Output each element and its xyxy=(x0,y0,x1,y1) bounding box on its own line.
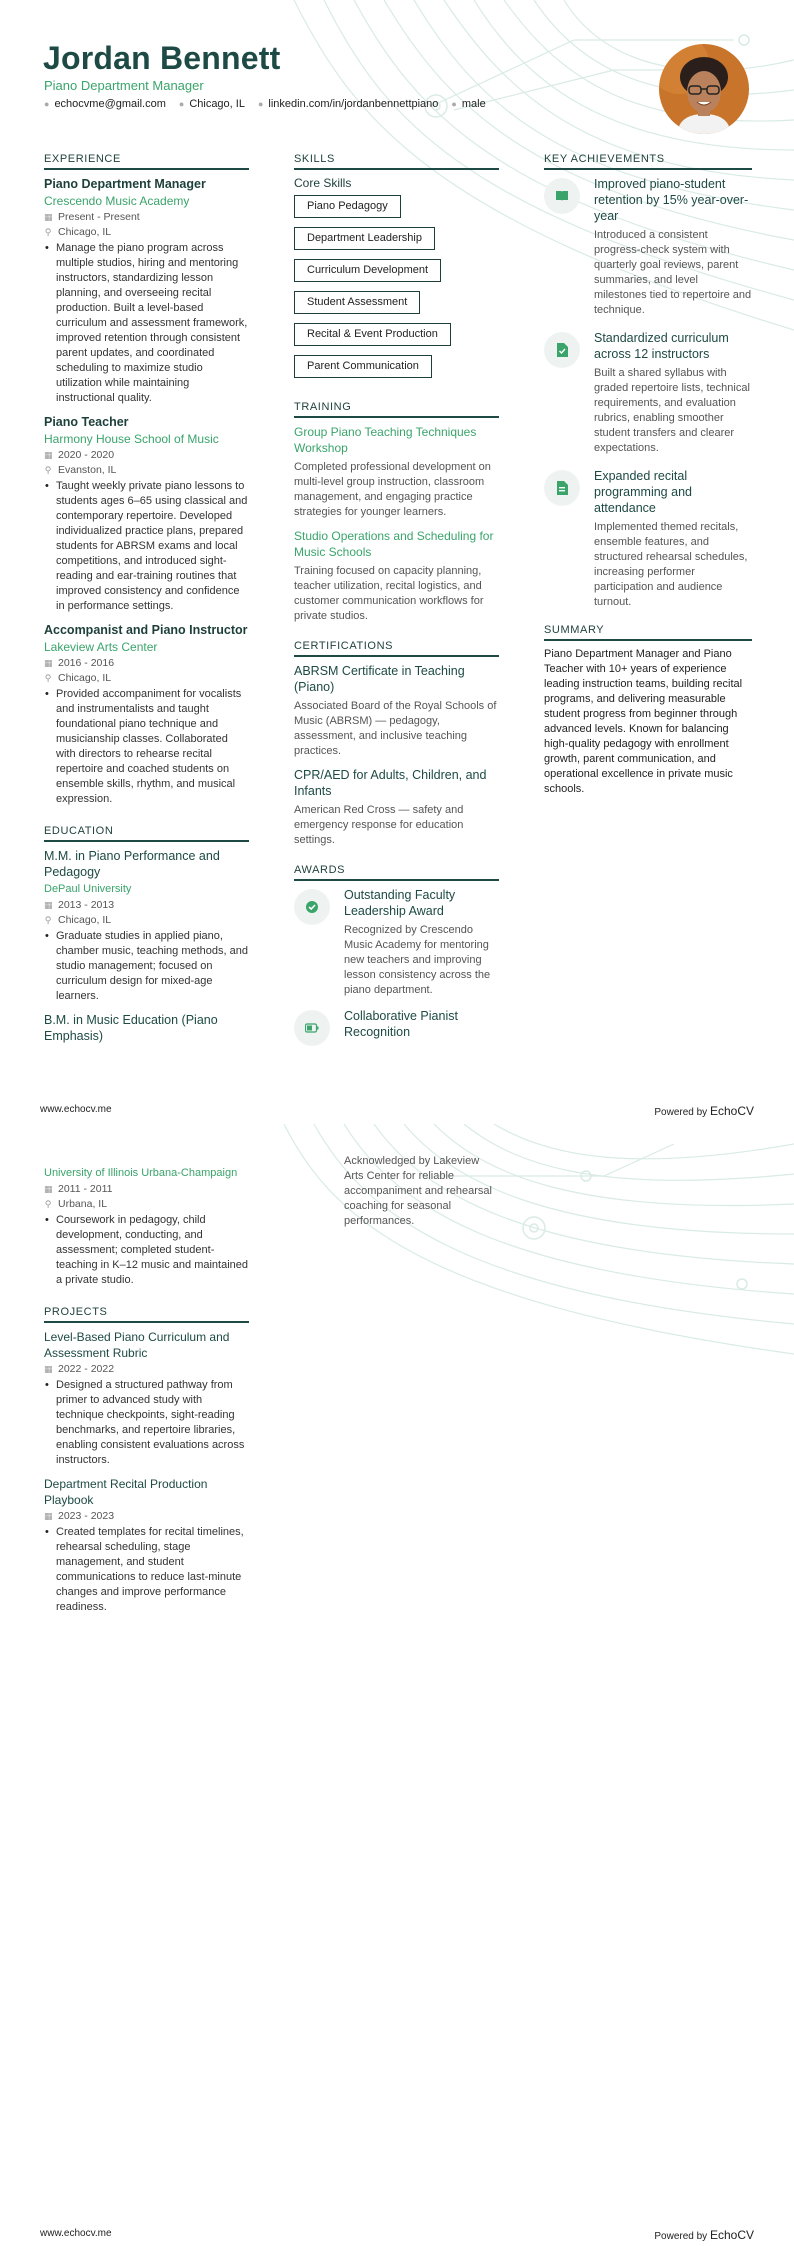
job-dates: 2020 - 2020 xyxy=(58,449,115,461)
company-name: Lakeview Arts Center xyxy=(44,640,158,654)
footer-brand[interactable]: EchoCV xyxy=(709,2228,754,2242)
calendar-icon: ▦ xyxy=(44,1184,53,1194)
job-description: • Taught weekly private piano lessons to students ages 6–65 using classical and contemporary repertoire. Developed individualized practice plans, prepared students for ABRSM exams and local competitions, and introduced sight-reading and ear-training routines that improved consistency and confidence in performance settings. xyxy=(44,479,249,614)
certification-title: ABRSM Certificate in Teaching (Piano) xyxy=(294,664,465,694)
project-item xyxy=(44,1329,249,1468)
award-description: Recognized by Crescendo Music Academy for mentoring new teachers and improving lesson consistency across the piano department. xyxy=(344,924,491,996)
job-dates: Present - Present xyxy=(58,211,140,223)
education-heading: EDUCATION xyxy=(44,825,249,842)
contact-linkedin[interactable]: ● linkedin.com/in/jordanbennettpiano xyxy=(257,98,439,110)
edu-dates: 2013 - 2013 xyxy=(58,899,115,911)
map-pin-icon: ⚲ xyxy=(44,227,52,237)
project-title: Level-Based Piano Curriculum and Assessment Rubric xyxy=(44,1330,230,1360)
calendar-icon: ▦ xyxy=(44,212,53,222)
project-description: • Designed a structured pathway from primer to advanced study with technique checkpoints, sight-reading benchmarks, and repertoire libraries, enabling consistent evaluations across instructors. xyxy=(44,1378,249,1468)
achievement-description: Introduced a consistent progress-check system with quarterly goal reviews, parent summaries, and level milestones tied to repertoire and technique. xyxy=(594,229,752,316)
map-pin-icon: ⚲ xyxy=(44,673,52,683)
map-pin-icon: ⚲ xyxy=(44,915,52,925)
page-footer xyxy=(40,2228,754,2242)
job-location: Evanston, IL xyxy=(58,464,117,476)
calendar-icon: ▦ xyxy=(44,1364,53,1374)
skill-tag: Parent Communication xyxy=(294,355,432,378)
job-dates: 2016 - 2016 xyxy=(58,657,115,669)
job-title: Piano Teacher xyxy=(44,415,129,429)
map-pin-icon: ⚲ xyxy=(44,465,52,475)
achievement-title: Expanded recital programming and attendance xyxy=(594,469,692,515)
edu-location: Chicago, IL xyxy=(58,914,112,926)
footer-site-link[interactable]: www.echocv.me xyxy=(40,2228,112,2239)
skills-group-label: Core Skills xyxy=(294,176,352,190)
resume-page-1 xyxy=(0,0,794,1122)
skill-tag: Department Leadership xyxy=(294,227,435,250)
battery-icon xyxy=(294,1010,330,1046)
map-pin-icon: ● xyxy=(178,99,185,109)
training-title: Studio Operations and Scheduling for Music Schools xyxy=(294,529,494,559)
project-description: • Created templates for recital timelines, rehearsal scheduling, stage management, and student communications to reduce last-minute changes and improve performance readiness. xyxy=(44,1525,249,1615)
company-name: Crescendo Music Academy xyxy=(44,194,190,208)
calendar-icon: ▦ xyxy=(44,658,53,668)
achievement-item xyxy=(544,468,752,610)
achievement-title: Improved piano-student retention by 15% year-over-year xyxy=(594,177,749,223)
certification-description: American Red Cross — safety and emergency response for education settings. xyxy=(294,804,464,846)
candidate-role: Piano Department Manager xyxy=(44,78,204,93)
calendar-icon: ▦ xyxy=(44,1511,53,1521)
training-description: Completed professional development on multi-level group instruction, classroom management, and engaging practice strategies for younger learners. xyxy=(294,461,491,518)
map-pin-icon: ⚲ xyxy=(44,1199,52,1209)
footer-brand[interactable]: EchoCV xyxy=(709,1104,754,1118)
award-item xyxy=(294,1008,499,1056)
degree-title: M.M. in Piano Performance and Pedagogy xyxy=(44,849,220,879)
training-title: Group Piano Teaching Techniques Workshop xyxy=(294,425,477,455)
training-description: Training focused on capacity planning, teacher utilization, recital logistics, and customer communication workflows for private studios. xyxy=(294,565,484,622)
award-title: Outstanding Faculty Leadership Award xyxy=(344,888,456,918)
edu-location: Urbana, IL xyxy=(58,1198,108,1210)
degree-title: B.M. in Music Education (Piano Emphasis) xyxy=(44,1013,218,1043)
company-name: Harmony House School of Music xyxy=(44,432,219,446)
footer-site-link[interactable]: www.echocv.me xyxy=(40,1104,112,1115)
certification-item xyxy=(294,663,499,759)
awards-heading: AWARDS xyxy=(294,864,499,881)
check-badge-icon xyxy=(294,889,330,925)
left-column xyxy=(44,153,249,1044)
achievement-description: Built a shared syllabus with graded repertoire lists, technical requirements, and evaluation rubrics, enabling smoother student transfers and clearer expectations. xyxy=(594,367,750,454)
job-title: Piano Department Manager xyxy=(44,177,206,191)
achievements-heading: KEY ACHIEVEMENTS xyxy=(544,153,752,170)
footer-powered-label: Powered by xyxy=(654,2231,708,2242)
project-dates: 2022 - 2022 xyxy=(58,1363,115,1375)
school-name: DePaul University xyxy=(44,883,132,895)
summary-heading: SUMMARY xyxy=(544,624,752,641)
contact-gender: ● male xyxy=(451,98,486,110)
education-item xyxy=(44,848,249,1004)
edu-description: • Coursework in pedagogy, child development, conducting, and assessment; completed student-teaching in K–12 music and maintained a private studio. xyxy=(44,1213,249,1288)
edu-dates: 2011 - 2011 xyxy=(58,1183,113,1195)
experience-item xyxy=(44,622,249,807)
project-title: Department Recital Production Playbook xyxy=(44,1477,208,1507)
job-description: • Provided accompaniment for vocalists and instrumentalists and taught foundational piano technique and musicianship classes. Collaborated with directors to rehearse recital repertoire and coached students on ensemble skills, rhythm, and musical expression. xyxy=(44,687,249,807)
calendar-icon: ▦ xyxy=(44,900,53,910)
book-icon xyxy=(544,178,580,214)
training-heading: TRAINING xyxy=(294,401,499,418)
calendar-icon: ▦ xyxy=(44,450,53,460)
training-item xyxy=(294,528,499,624)
skill-tag: Piano Pedagogy xyxy=(294,195,401,218)
experience-item xyxy=(44,414,249,614)
middle-column-continued xyxy=(294,1150,499,1229)
job-location: Chicago, IL xyxy=(58,226,112,238)
skill-tag: Curriculum Development xyxy=(294,259,441,282)
right-column xyxy=(544,153,752,797)
linkedin-icon: ● xyxy=(257,99,264,109)
summary-text: Piano Department Manager and Piano Teacher with 10+ years of experience leading instruction teams, building recital programs, and delivering measurable student progress from beginner through advanced levels. Known for balancing high-quality pedagogy with enrollment growth, parent communication, and operational excellence in private music schools. xyxy=(544,648,743,795)
award-description: Acknowledged by Lakeview Arts Center for reliable accompaniment and rehearsal coaching for seasonal performances. xyxy=(344,1155,492,1227)
skills-heading: SKILLS xyxy=(294,153,499,170)
left-column-continued xyxy=(44,1164,249,1615)
job-title: Accompanist and Piano Instructor xyxy=(44,623,248,637)
award-title: Collaborative Pianist Recognition xyxy=(344,1009,458,1039)
certification-item xyxy=(294,767,499,848)
contact-location: ● Chicago, IL xyxy=(178,98,245,110)
job-location: Chicago, IL xyxy=(58,672,112,684)
skill-tag: Recital & Event Production xyxy=(294,323,451,346)
edu-description: • Graduate studies in applied piano, chamber music, teaching methods, and studio management; focused on curriculum design for mixed-age learners. xyxy=(44,929,249,1004)
job-description: • Manage the piano program across multiple studios, hiring and mentoring instructors, standardizing lesson planning, and overseeing recital production. Built a level-based curriculum and assessment framework, improved retention through consistent parent updates, and coordinated scheduling to maximize studio utilization while maintaining instructional quality. xyxy=(44,241,249,406)
contact-bar xyxy=(44,98,486,110)
training-item xyxy=(294,424,499,520)
certification-description: Associated Board of the Royal Schools of Music (ABRSM) — pedagogy, assessment, and inclusive teaching practices. xyxy=(294,700,497,757)
school-name: University of Illinois Urbana-Champaign xyxy=(44,1167,238,1179)
avatar xyxy=(659,44,749,134)
footer-powered-label: Powered by xyxy=(654,1107,708,1118)
page-footer xyxy=(40,1104,754,1118)
award-item xyxy=(294,887,499,998)
achievement-title: Standardized curriculum across 12 instructors xyxy=(594,331,729,361)
education-item-continued xyxy=(44,1165,249,1288)
project-dates: 2023 - 2023 xyxy=(58,1510,115,1522)
person-icon: ● xyxy=(451,99,457,109)
achievement-item xyxy=(544,330,752,456)
document-icon xyxy=(544,470,580,506)
certification-title: CPR/AED for Adults, Children, and Infants xyxy=(294,768,487,798)
document-check-icon xyxy=(544,332,580,368)
certifications-heading: CERTIFICATIONS xyxy=(294,640,499,657)
award-item-continued xyxy=(294,1154,499,1229)
resume-page-2 xyxy=(0,1124,794,2246)
achievement-item xyxy=(544,176,752,318)
experience-item xyxy=(44,176,249,406)
candidate-name: Jordan Bennett xyxy=(43,40,281,76)
contact-email[interactable]: ● echocvme@gmail.com xyxy=(44,98,166,110)
projects-heading: PROJECTS xyxy=(44,1306,249,1323)
middle-column xyxy=(294,153,499,1068)
project-item xyxy=(44,1476,249,1615)
email-icon: ● xyxy=(44,99,50,109)
achievement-description: Implemented themed recitals, ensemble features, and structured rehearsal schedules, increasing performer participation and audience turnout. xyxy=(594,521,748,608)
experience-heading: EXPERIENCE xyxy=(44,153,249,170)
skill-tag: Student Assessment xyxy=(294,291,420,314)
